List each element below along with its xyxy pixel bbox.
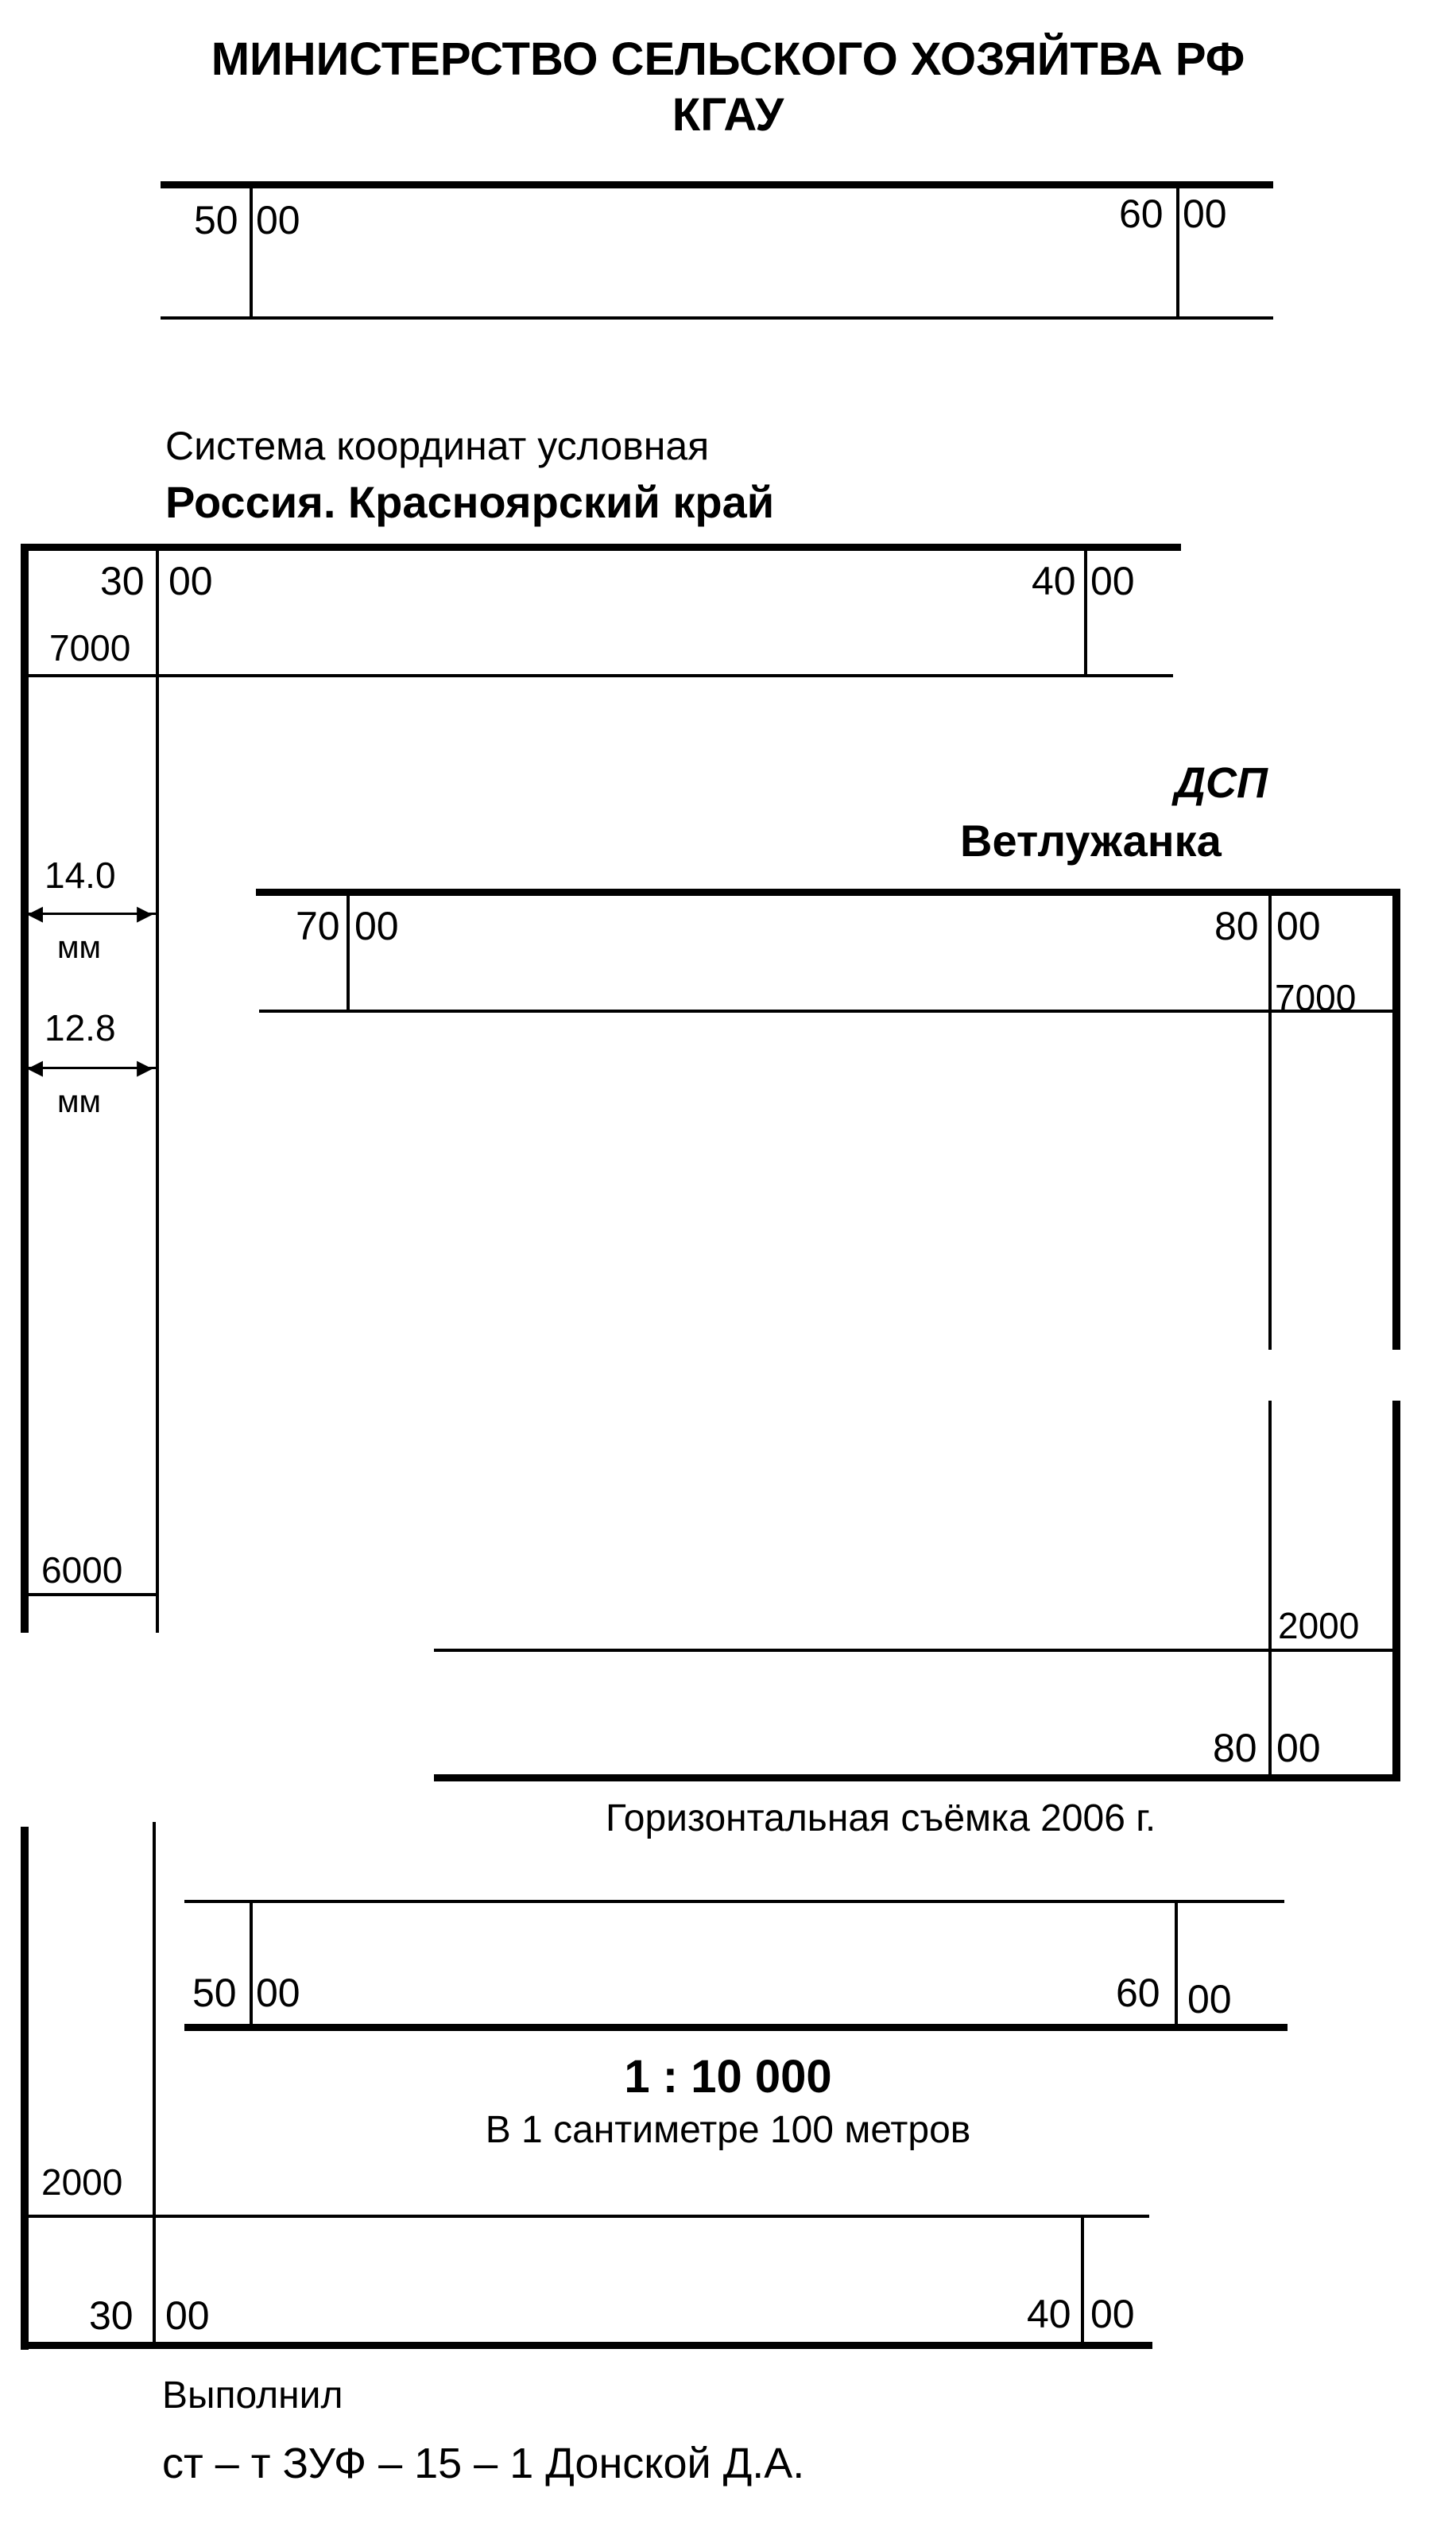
east-frame-sub-70: 00 (354, 904, 399, 948)
scale-description: В 1 сантиметре 100 метров (485, 2109, 971, 2151)
east-frame-outer-top (256, 889, 1400, 896)
top-frame-sub-50: 00 (256, 198, 300, 242)
bottom-frame-label-50: 50 (192, 1971, 237, 2015)
east-frame-outer-right-lower (1392, 1401, 1400, 1781)
author-name: ст – т ЗУФ – 15 – 1 Донской Д.А. (162, 2440, 805, 2487)
east-frame-outer-bottom (434, 1774, 1400, 1781)
sw-frame-inner-bottom (24, 2215, 1149, 2218)
east-frame-inner-right-upper (1268, 893, 1272, 1350)
west-frame-tick-40 (1084, 548, 1087, 676)
dim-14-arrow-left-icon: ◂ (27, 895, 44, 930)
secrecy-mark: ДСП (1175, 759, 1268, 807)
west-frame-label-30: 30 (100, 559, 145, 603)
scale-ratio: 1 : 10 000 (624, 2051, 832, 2103)
bottom-frame-sub-60: 00 (1187, 1977, 1232, 2021)
east-frame-y-7000: 7000 (1275, 977, 1357, 1018)
coord-system-label: Система координат условная (165, 424, 710, 468)
east-frame-sub-80-bottom: 00 (1276, 1726, 1321, 1770)
region-label: Россия. Красноярский край (165, 477, 775, 527)
sw-frame-tick-40 (1081, 2216, 1084, 2343)
dim-14-arrow-right-icon: ▸ (137, 895, 153, 930)
sw-frame-inner-left (153, 1822, 156, 2348)
author-label: Выполнил (162, 2374, 343, 2417)
sw-frame-label-40: 40 (1027, 2292, 1071, 2336)
west-frame-y-6000-tick (24, 1593, 159, 1596)
west-frame-label-40: 40 (1032, 559, 1076, 603)
west-frame-y-7000: 7000 (49, 627, 131, 669)
bottom-frame-label-60: 60 (1116, 1971, 1160, 2015)
east-frame-title: Ветлужанка (960, 816, 1222, 866)
sw-frame-y-2000: 2000 (41, 2161, 123, 2203)
dim-14-value: 14.0 (45, 855, 116, 896)
west-frame-sub-30: 00 (168, 559, 213, 603)
top-frame-tick-50 (250, 184, 253, 318)
survey-label: Горизонтальная съёмка 2006 г. (606, 1797, 1156, 1839)
west-frame-inner-left (156, 548, 159, 1633)
east-frame-y-2000: 2000 (1278, 1605, 1360, 1646)
west-frame-outer-left (21, 544, 29, 1633)
dim-12-arrow-right-icon: ▸ (137, 1049, 153, 1084)
sw-frame-outer-left (21, 1827, 29, 2350)
bottom-frame-tick-50 (250, 1901, 253, 2025)
east-frame-label-80: 80 (1214, 904, 1259, 948)
bottom-frame-sub-50: 00 (256, 1971, 300, 2015)
east-frame-tick-70 (347, 893, 350, 1011)
top-frame-inner-line (161, 316, 1273, 320)
east-frame-sub-80: 00 (1276, 904, 1321, 948)
bottom-frame-tick-60 (1175, 1901, 1178, 2025)
west-frame-inner-top (24, 674, 1173, 677)
dim-12-unit: мм (57, 1084, 101, 1119)
top-frame-outer-line (161, 181, 1273, 188)
university-title: КГАУ (672, 89, 784, 141)
bottom-frame-outer-line (184, 2024, 1288, 2031)
dim-12-arrow-left-icon: ◂ (27, 1049, 44, 1084)
west-frame-sub-40: 00 (1090, 559, 1135, 603)
east-frame-label-70: 70 (296, 904, 340, 948)
east-frame-inner-right-lower (1268, 1401, 1272, 1781)
east-frame-outer-right-upper (1392, 889, 1400, 1350)
sw-frame-outer-bottom (21, 2342, 1152, 2349)
east-frame-inner-top (259, 1010, 1396, 1013)
sw-frame-sub-30: 00 (165, 2293, 210, 2338)
west-frame-y-6000: 6000 (41, 1549, 123, 1591)
sw-frame-label-30: 30 (89, 2293, 134, 2338)
top-frame-label-60: 60 (1119, 192, 1164, 236)
top-frame-label-50: 50 (194, 198, 238, 242)
east-frame-inner-bottom (434, 1649, 1396, 1652)
east-frame-label-80-bottom: 80 (1213, 1726, 1257, 1770)
bottom-frame-inner-line (184, 1900, 1284, 1903)
top-frame-tick-60 (1176, 184, 1179, 318)
dim-14-unit: мм (57, 930, 101, 965)
west-frame-outer-top (21, 544, 1181, 551)
ministry-title: МИНИСТЕРСТВО СЕЛЬСКОГО ХОЗЯЙТВА РФ (211, 33, 1245, 85)
sw-frame-sub-40: 00 (1090, 2292, 1135, 2336)
top-frame-sub-60: 00 (1183, 192, 1227, 236)
dim-12-value: 12.8 (45, 1007, 116, 1048)
